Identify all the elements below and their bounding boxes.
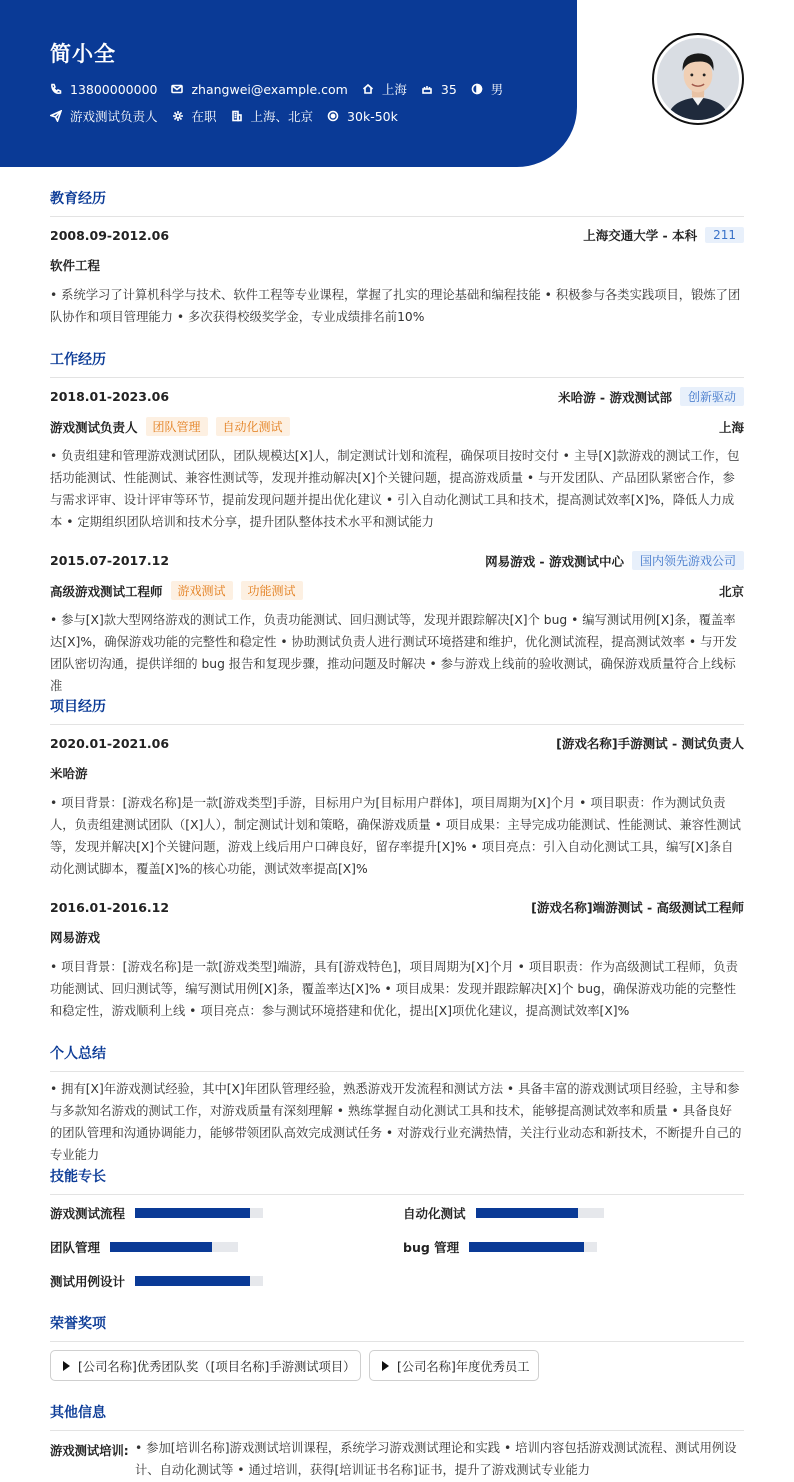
project-2-company: 网易游戏 [50,930,101,945]
target-city: 上海、北京 [250,109,314,124]
work-1-title-row [50,417,744,436]
project-2-description: • 项目背景：[游戏名称]是一款[游戏类型]端游，具有[游戏特色]，项目周期为[X]个月 • 项目职责：作为高级测试工程师，负责功能测试、回归测试等，编写测试用例[X]条，覆盖率达[X]% • 项目成果：发现并跟踪解决[X]个 bug，确保游戏功能的完整性和稳定性，游戏顺利上线 • 项目亮点：参与测试环境搭建和优化，提出[X]项优化建议，提高测试效率[X]% [50,960,738,1018]
section-title-projects: 项目经历 [50,696,744,725]
skill-name: 自动化测试 [403,1206,466,1221]
work-1-title: 游戏测试负责人 [50,419,138,435]
section-title-education: 教育经历 [50,188,744,217]
work-2-title: 高级游戏测试工程师 [50,583,163,599]
project-1-description: • 项目背景：[游戏名称]是一款[游戏类型]手游，目标用户为[目标用户群体]，项目周期为[X]个月 • 项目职责：作为测试负责人，负责组建测试团队（[X]人），制定测试计划和策略，确保游戏质量 • 项目成果：主导完成功能测试、性能测试、兼容性测试等，发现并解决[X]个关键问题，游戏上线后用户口碑良好，留存率提升[X]% • 项目亮点：引入自动化测试工具，编写[X]条自动化测试脚本，覆盖[X]%的核心功能，测试效率提高[X]% [50,796,741,876]
age-info [421,82,457,97]
work-1-company: 米哈游 - 游戏测试部 [558,389,672,405]
award-item [369,1350,539,1381]
skill-bar-fill [135,1208,250,1218]
project-1-company: 米哈游 [50,766,88,781]
education-row [50,226,744,244]
skill-item [50,1204,263,1222]
work-2-company-tag: 国内领先游戏公司 [632,551,744,570]
work-2-tag-1: 游戏测试 [171,581,233,600]
skill-bar-fill [476,1208,578,1218]
work-2-title-row [50,581,744,600]
email-address: zhangwei@example.com [191,81,348,97]
email-info [171,82,347,97]
skill-bar [476,1208,604,1218]
work-1-date: 2018.01-2023.06 [50,389,170,404]
skill-bar-fill [469,1242,584,1252]
city-info [362,80,407,98]
avatar [652,33,744,125]
project-2-company-row [50,928,744,946]
work-1-tag-1: 团队管理 [146,417,208,436]
skill-item [403,1238,597,1256]
skill-item [50,1238,238,1256]
skill-item [50,1272,263,1290]
school-tag: 211 [705,227,744,243]
skill-bar [135,1276,263,1286]
award-text: [公司名称]优秀团队奖（[项目名称]手游测试项目） [78,1359,356,1374]
skill-name: bug 管理 [403,1240,460,1255]
work-1-description: • 负责组建和管理游戏测试团队，团队规模达[X]人，制定测试计划和流程，确保项目按时交付 • 主导[X]款游戏的测试工作，包括功能测试、性能测试、兼容性测试等，发现并推动解决[X]个关键问题，提高游戏质量 • 与开发团队、产品团队紧密合作，参与需求评审、设计评审等环节，提前发现问题并提出优化建议 • 引入自动化测试工具和技术，提高测试效率[X]%，降低人力成本 • 定期组织团队培训和技术分享，提升团队整体技术水平和测试能力 [50,449,740,529]
work-1-header [50,387,744,406]
cake-icon [421,83,433,95]
phone-info [50,82,157,97]
work-1-location: 上海 [718,419,744,435]
section-title-awards: 荣誉奖项 [50,1313,744,1342]
work-2-header [50,551,744,570]
work-2-location: 北京 [718,583,744,599]
target-position: 游戏测试负责人 [70,109,158,124]
award-item [50,1350,361,1381]
skill-bar [469,1242,597,1252]
salary-info [327,109,398,124]
triangle-icon [382,1361,389,1371]
skill-bar-fill [110,1242,212,1252]
expected-salary: 30k-50k [347,108,398,124]
project-1-company-row [50,764,744,782]
mail-icon [171,83,183,95]
skill-bar [135,1208,263,1218]
section-title-summary: 个人总结 [50,1043,744,1072]
profile-photo [657,38,739,120]
summary-text: • 拥有[X]年游戏测试经验，其中[X]年团队管理经验，熟悉游戏开发流程和测试方法 • 具备丰富的游戏测试项目经验，主导和参与多款知名游戏的测试工作，对游戏质量有深刻理解 • 熟练掌握自动化测试工具和技术，能够提高测试效率和质量 • 具备良好的团队管理和沟通协调能力，能够带领团队高效完成测试任务 • 对游戏行业充满热情，关注行业动态和新技术，不断提升自己的专业能力 [50,1082,742,1162]
other-text: • 参加[培训名称]游戏测试培训课程，系统学习游戏测试理论和实践 • 培训内容包括游戏测试流程、测试用例设计、自动化测试等 • 通过培训，获得[培训证书名称]证书，提升了游戏测试专业能力 [135,1441,737,1477]
section-title-work: 工作经历 [50,349,744,378]
project-1-header [50,734,744,752]
work-2-company: 网易游戏 - 游戏测试中心 [485,553,624,569]
education-date: 2008.09-2012.06 [50,227,170,243]
education-description: • 系统学习了计算机科学与技术、软件工程等专业课程，掌握了扎实的理论基础和编程技能 • 积极参与各类实践项目，锻炼了团队协作和项目管理能力 • 多次获得校级奖学金，专业成绩排名前10% [50,288,741,324]
gender-icon [471,83,483,95]
status-info [172,107,217,125]
section-title-other: 其他信息 [50,1402,744,1431]
skill-bar [110,1242,238,1252]
age: 35 [440,81,457,97]
phone-icon [50,83,62,95]
project-1-name: [游戏名称]手游测试 - 测试负责人 [556,736,744,751]
target-city-info [231,107,314,125]
job-intent-row [50,107,412,125]
project-2-date: 2016.01-2016.12 [50,899,170,915]
contact-row [50,80,517,98]
skill-bar-fill [135,1276,250,1286]
major-row [50,256,744,274]
coin-icon [327,110,339,122]
work-1-company-tag: 创新驱动 [680,387,744,406]
position-info [50,107,158,125]
phone-number: 13800000000 [70,81,158,97]
city: 上海 [381,82,407,97]
gender-info [471,80,504,98]
other-label: 游戏测试培训: [50,1444,129,1458]
work-2-tag-2: 功能测试 [241,581,303,600]
home-icon [362,83,374,95]
major: 软件工程 [50,258,101,273]
gender: 男 [490,82,504,97]
send-icon [50,110,62,122]
project-2-name: [游戏名称]端游测试 - 高级测试工程师 [531,900,744,915]
skill-name: 团队管理 [50,1240,101,1255]
work-2-date: 2015.07-2017.12 [50,553,170,568]
section-title-skills: 技能专长 [50,1166,744,1195]
project-1-date: 2020.01-2021.06 [50,735,170,751]
skill-item [403,1204,604,1222]
building-icon [231,110,243,122]
skill-name: 游戏测试流程 [50,1206,126,1221]
candidate-name: 简小全 [50,42,116,66]
job-status: 在职 [191,109,217,124]
award-text: [公司名称]年度优秀员工 [397,1359,530,1374]
resume-header [0,0,577,167]
gear-icon [172,110,184,122]
school-name: 上海交通大学 - 本科 [583,228,698,243]
project-2-header [50,898,744,916]
work-1-tag-2: 自动化测试 [216,417,290,436]
work-2-description: • 参与[X]款大型网络游戏的测试工作，负责功能测试、回归测试等，发现并跟踪解决[X]个 bug • 编写测试用例[X]条，覆盖率达[X]%，确保游戏功能的完整性和稳定性 • 协助测试负责人进行测试环境搭建和维护，优化测试流程，提高测试效率 • 与开发团队密切沟通，提供详细的 bug 报告和复现步骤，推动问题及时解决 • 参与游戏上线前的验收测试，确保游戏质量符合上线标准 [50,613,737,693]
skill-name: 测试用例设计 [50,1274,126,1289]
triangle-icon [63,1361,70,1371]
